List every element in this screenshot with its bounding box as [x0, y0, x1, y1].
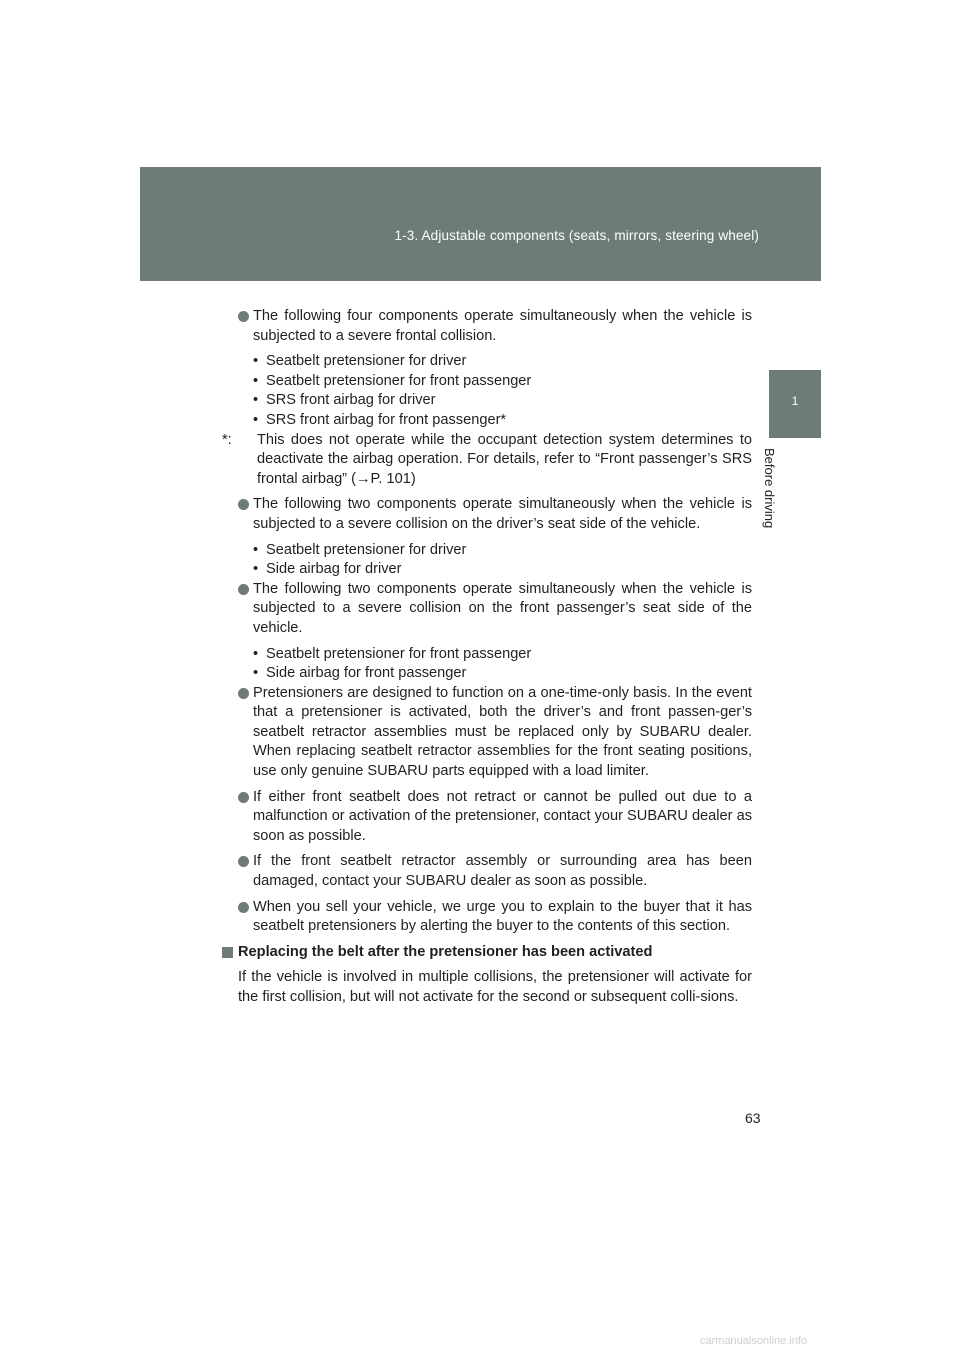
circle-bullet-icon	[238, 688, 249, 699]
footnote	[222, 431, 752, 490]
bullet-text: If either front seatbelt does not retract or cannot be pulled out due to a malfunction or activation of the pretensioner, contact your SUBARU dealer as soon as possible.	[253, 788, 752, 844]
list-item	[253, 541, 752, 561]
bullet-text: The following two components operate simultaneously when the vehicle is subjected to a severe collision on the driver’s seat side of the vehicle.	[253, 496, 752, 532]
list-item-text: Side airbag for driver	[266, 561, 402, 578]
chapter-label-text: Before driving	[762, 448, 777, 529]
bullet-paragraph-6	[222, 852, 752, 891]
circle-bullet-icon	[238, 584, 249, 595]
list-item-text: Seatbelt pretensioner for front passenger	[266, 372, 532, 389]
bullet-text: When you sell your vehicle, we urge you to explain to the buyer that it has seatbelt pretensioners by alerting the buyer to the contents of this section.	[253, 898, 752, 935]
circle-bullet-icon	[238, 792, 249, 803]
list-item	[253, 664, 752, 684]
sub-list-3	[222, 645, 752, 684]
circle-bullet-icon	[238, 856, 249, 867]
dot-bullet-icon: •	[253, 665, 259, 682]
list-item	[253, 645, 752, 665]
list-item-text: SRS front airbag for driver	[266, 392, 436, 409]
dot-bullet-icon: •	[253, 392, 259, 409]
chapter-side-label	[762, 448, 799, 548]
circle-bullet-icon	[238, 311, 249, 322]
bullet-text: If the front seatbelt retractor assembly or surrounding area has been damaged, contact your SUBARU dealer as soon as possible.	[253, 853, 752, 890]
page-number: 63	[745, 1110, 761, 1126]
bullet-paragraph-5	[222, 788, 752, 847]
chapter-tab	[769, 370, 821, 438]
list-item	[253, 391, 752, 411]
watermark: carmanualsonline.info	[700, 1335, 808, 1347]
page-content	[222, 307, 752, 1008]
dot-bullet-icon: •	[253, 541, 259, 558]
list-item	[253, 352, 752, 372]
bullet-paragraph-7	[222, 898, 752, 937]
dot-bullet-icon: •	[253, 411, 259, 428]
footnote-text: This does not operate while the occupant detection system determines to deactivate the airbag operation. For details, refer to “Front passenger’s SRS frontal airbag” (→P. 101)	[257, 431, 752, 487]
section-paragraph: If the vehicle is involved in multiple collisions, the pretensioner will activate for the first collision, but will not activate for the second or subsequent colli-sions.	[238, 969, 752, 1005]
list-item-text: Side airbag for front passenger	[266, 665, 467, 682]
dot-bullet-icon: •	[253, 561, 259, 578]
square-bullet-icon	[222, 947, 233, 958]
bullet-paragraph-3	[222, 580, 752, 639]
list-item	[253, 560, 752, 580]
bullet-text: The following four components operate simultaneously when the vehicle is subjected to a severe frontal collision.	[253, 308, 752, 344]
sub-list-1	[222, 352, 752, 430]
footnote-mark: *:	[222, 431, 232, 448]
bullet-paragraph-4	[222, 684, 752, 782]
list-item-text: Seatbelt pretensioner for driver	[266, 353, 467, 370]
dot-bullet-icon: •	[253, 353, 259, 370]
sub-list-2	[222, 541, 752, 580]
dot-bullet-icon: •	[253, 645, 259, 662]
section-heading-text: Replacing the belt after the pretensioner has been activated	[238, 943, 653, 960]
list-item-text: Seatbelt pretensioner for driver	[266, 541, 467, 558]
list-item-text: Seatbelt pretensioner for front passenger	[266, 645, 532, 662]
bullet-paragraph-1	[222, 307, 752, 346]
circle-bullet-icon	[238, 499, 249, 510]
circle-bullet-icon	[238, 902, 249, 913]
chapter-number: 1	[791, 394, 799, 408]
bullet-text: Pretensioners are designed to function on a one-time-only basis. In the event that a pretensioner is activated, both the driver’s and front passen-ger’s seatbelt retractor assemblies must be replaced only by SUBARU dealer. When replacing seatbelt retractor assemblies for the front seating positions, use only genuine SUBARU parts equipped with a load limiter.	[253, 684, 752, 780]
list-item	[253, 411, 752, 431]
chapter-title: 1-3. Adjustable components (seats, mirrors, steering wheel)	[394, 228, 759, 243]
bullet-text: The following two components operate simultaneously when the vehicle is subjected to a severe collision on the front passenger’s seat side of the vehicle.	[253, 580, 752, 636]
dot-bullet-icon: •	[253, 372, 259, 389]
section-heading	[222, 943, 752, 963]
chapter-header	[140, 167, 821, 281]
list-item	[253, 372, 752, 392]
bullet-paragraph-2	[222, 495, 752, 534]
list-item-text: SRS front airbag for front passenger*	[266, 411, 507, 428]
